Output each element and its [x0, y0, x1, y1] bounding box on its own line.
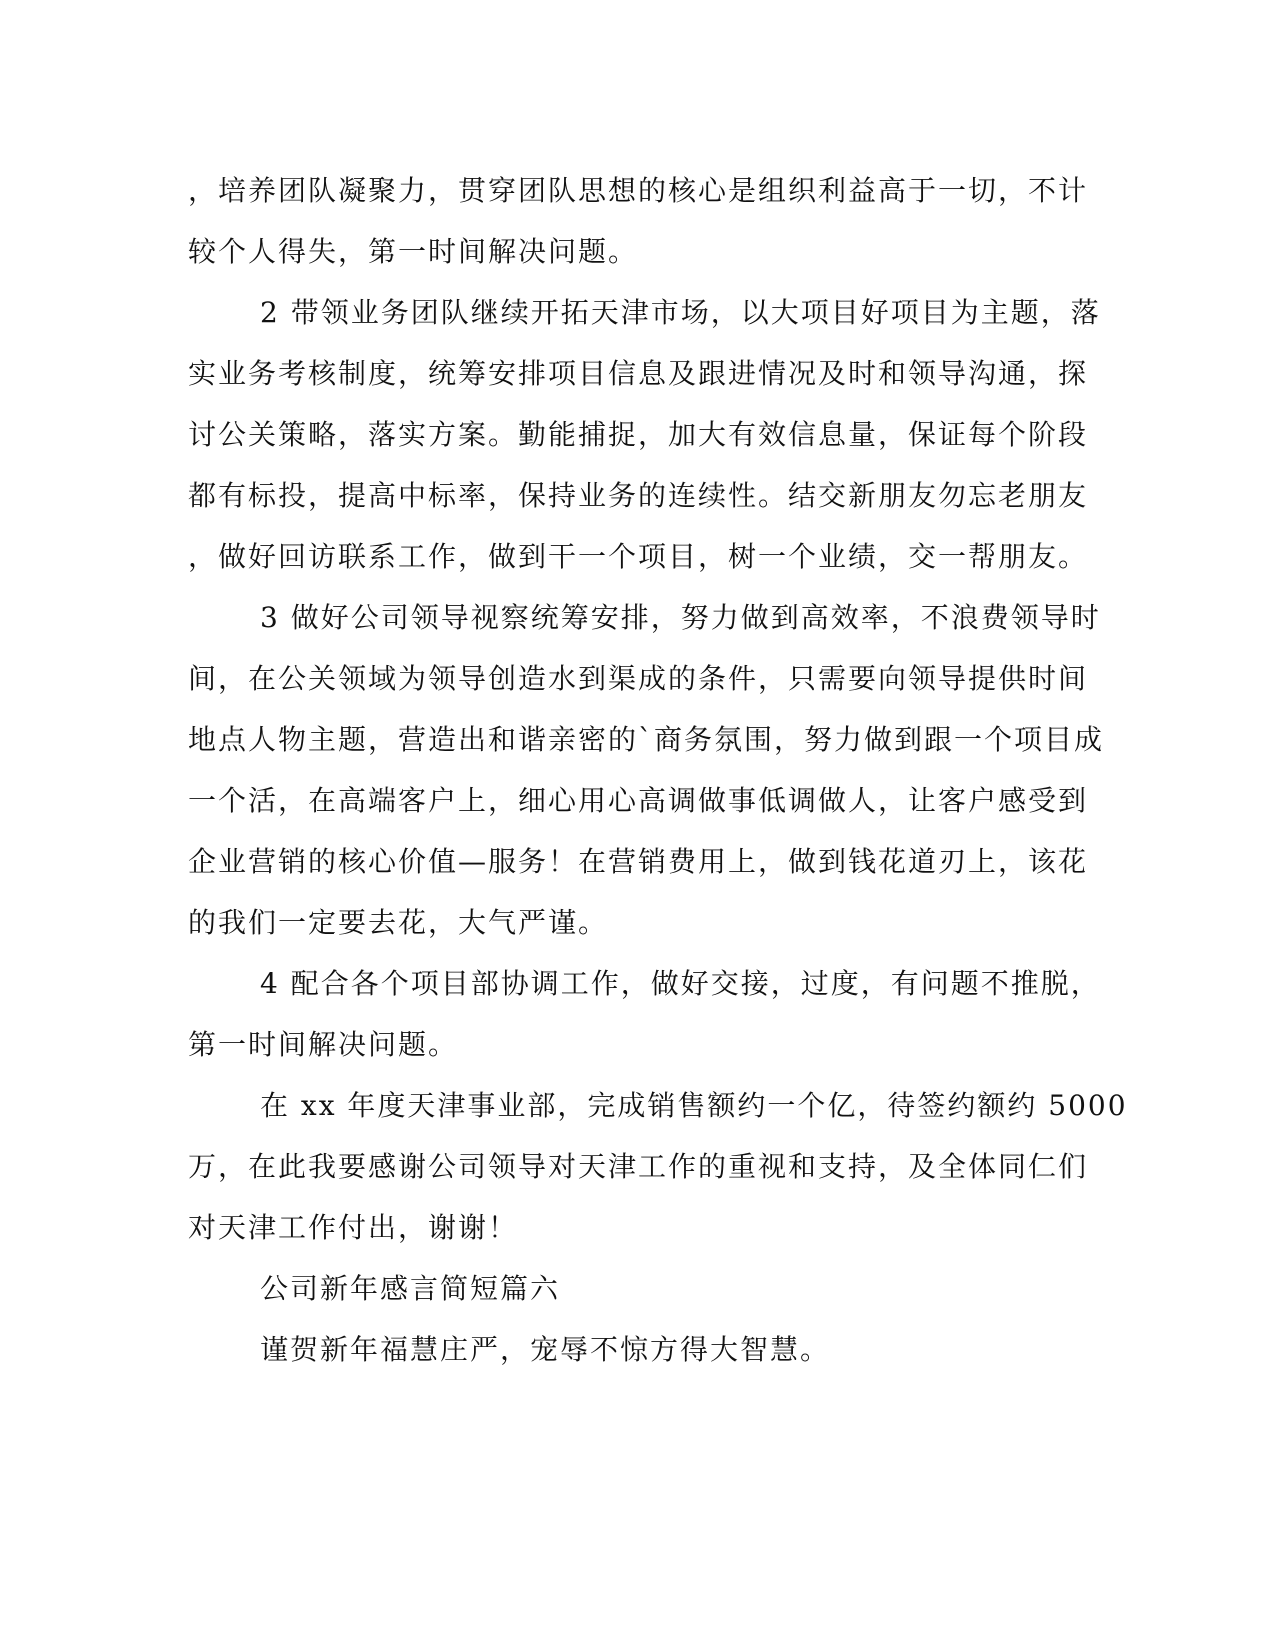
section-heading — [188, 1258, 1068, 1319]
text-line: 第一时间解决问题。 — [188, 1028, 459, 1061]
paragraph-item-3 — [188, 587, 1105, 953]
text-line: 3 做好公司领导视察统筹安排，努力做到高效率，不浪费领导时 — [260, 601, 1101, 634]
heading-line: 公司新年感言简短篇六 — [260, 1272, 561, 1305]
text-line: 2 带领业务团队继续开拓天津市场，以大项目好项目为主题，落 — [260, 296, 1101, 329]
paragraph-item-4 — [188, 953, 1101, 1075]
document-body — [188, 160, 1128, 1380]
text-line: 一个活，在高端客户上，细心用心高调做事低调做人，让客户感受到 — [188, 784, 1089, 817]
text-line: 都有标投，提高中标率，保持业务的连续性。结交新朋友勿忘老朋友 — [188, 479, 1089, 512]
text-line: 谨贺新年福慧庄严，宠辱不惊方得大智慧。 — [260, 1333, 831, 1366]
text-line: 企业营销的核心价值—服务！在营销费用上，做到钱花道刃上，该花 — [188, 845, 1089, 878]
text-line: 地点人物主题，营造出和谐亲密的`商务氛围，努力做到跟一个项目成 — [188, 723, 1105, 756]
text-line: 讨公关策略，落实方案。勤能捕捉，加大有效信息量，保证每个阶段 — [188, 418, 1089, 451]
paragraph-summary — [188, 1075, 1128, 1258]
text-line: 4 配合各个项目部协调工作，做好交接，过度，有问题不推脱， — [260, 967, 1101, 1000]
text-line: ，做好回访联系工作，做到干一个项目，树一个业绩，交一帮朋友。 — [188, 540, 1089, 573]
text-line: 的我们一定要去花，大气严谨。 — [188, 906, 609, 939]
text-line: 间，在公关领域为领导创造水到渠成的条件，只需要向领导提供时间 — [188, 662, 1089, 695]
text-line: 在 xx 年度天津事业部，完成销售额约一个亿，待签约额约 5000 — [260, 1089, 1128, 1122]
text-line: 较个人得失，第一时间解决问题。 — [188, 235, 639, 268]
text-line: ，培养团队凝聚力，贯穿团队思想的核心是组织利益高于一切，不计 — [188, 174, 1089, 207]
paragraph-continuation — [188, 160, 1089, 282]
text-line: 对天津工作付出，谢谢！ — [188, 1211, 519, 1244]
text-line: 万，在此我要感谢公司领导对天津工作的重视和支持，及全体同仁们 — [188, 1150, 1089, 1183]
paragraph-greeting — [188, 1319, 1068, 1380]
text-line: 实业务考核制度，统筹安排项目信息及跟进情况及时和领导沟通，探 — [188, 357, 1089, 390]
paragraph-item-2 — [188, 282, 1101, 587]
